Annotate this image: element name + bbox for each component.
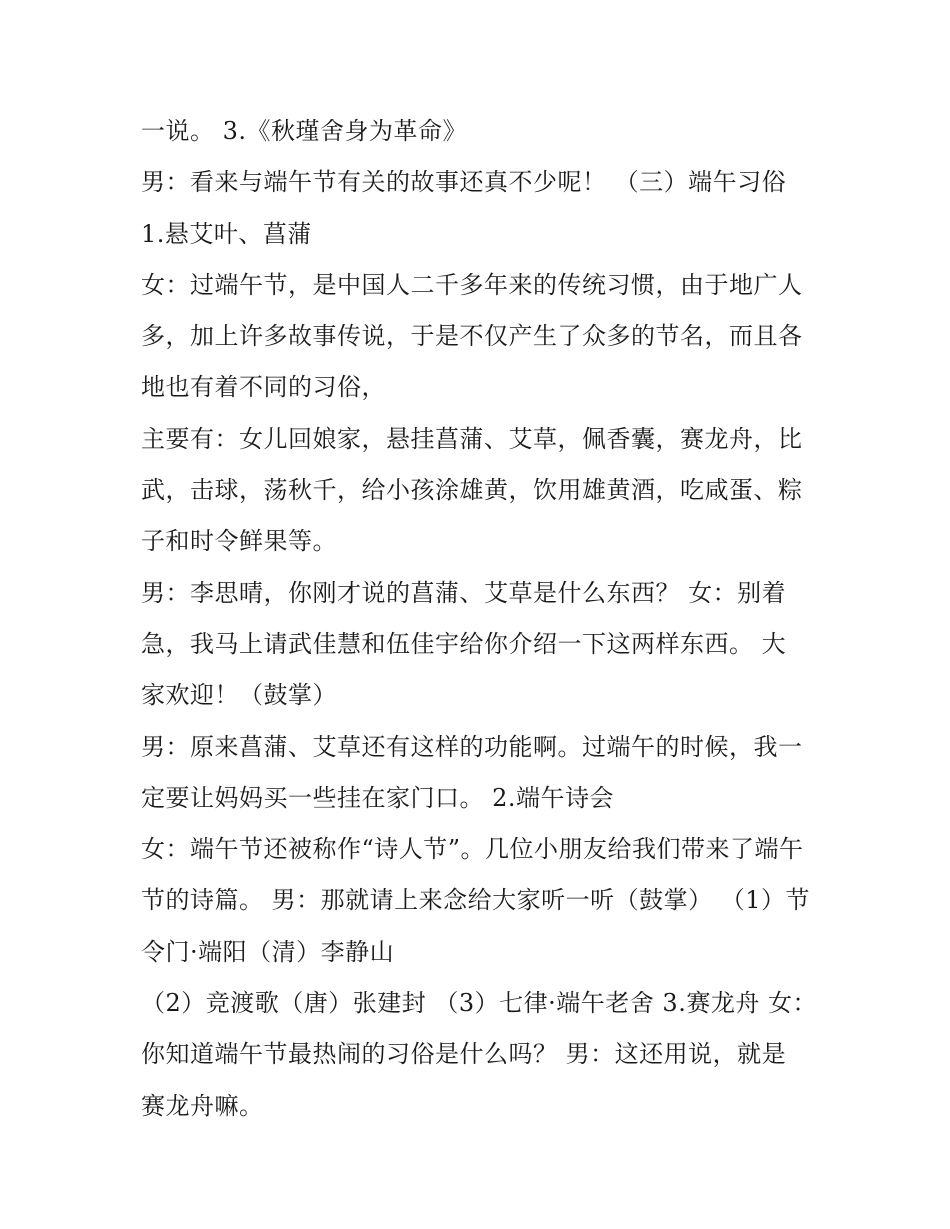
text-line: 地也有着不同的习俗， bbox=[141, 373, 386, 402]
text-line: 家欢迎！（鼓掌） bbox=[141, 681, 337, 710]
text-line: 男：看来与端午节有关的故事还真不少呢！ （三）端午习俗 bbox=[141, 168, 787, 197]
document-body bbox=[141, 106, 821, 1132]
text-line: 多，加上许多故事传说，于是不仅产生了众多的节名，而且各 bbox=[141, 322, 803, 351]
text-line: 武，击球，荡秋千，给小孩涂雄黄，饮用雄黄酒，吃咸蛋、粽 bbox=[141, 476, 803, 505]
text-line: 子和时令鲜果等。 bbox=[141, 527, 337, 556]
text-line: 女：过端午节，是中国人二千多年来的传统习惯，由于地广人 bbox=[141, 270, 803, 299]
text-line: 1.悬艾叶、菖蒲 bbox=[141, 219, 312, 248]
text-line: （2）竞渡歌（唐）张建封 （3）七律·端午老舍 3.赛龙舟 女： bbox=[141, 989, 817, 1018]
text-line: 定要让妈妈买一些挂在家门口。 2.端午诗会 bbox=[141, 783, 615, 812]
text-line: 男：原来菖蒲、艾草还有这样的功能啊。过端午的时候，我一 bbox=[141, 732, 803, 761]
text-line: 节的诗篇。 男：那就请上来念给大家听一听（鼓掌） （1）节 bbox=[141, 886, 811, 915]
text-line: 你知道端午节最热闹的习俗是什么吗？ 男：这还用说，就是 bbox=[141, 1040, 787, 1069]
text-line: 女：端午节还被称作“诗人节”。几位小朋友给我们带来了端午 bbox=[141, 835, 804, 864]
text-line: 一说。 3.《秋瑾舍身为革命》 bbox=[141, 117, 468, 145]
text-line: 赛龙舟嘛。 bbox=[141, 1091, 264, 1120]
text-line: 令门·端阳（清）李静山 bbox=[141, 937, 395, 966]
text-line: 男：李思晴，你刚才说的菖蒲、艾草是什么东西？ 女：别着 bbox=[141, 578, 787, 607]
text-line: 急，我马上请武佳慧和伍佳宇给你介绍一下这两样东西。 大 bbox=[141, 629, 787, 658]
text-line: 主要有：女儿回娘家，悬挂菖蒲、艾草，佩香囊，赛龙舟，比 bbox=[141, 424, 803, 453]
